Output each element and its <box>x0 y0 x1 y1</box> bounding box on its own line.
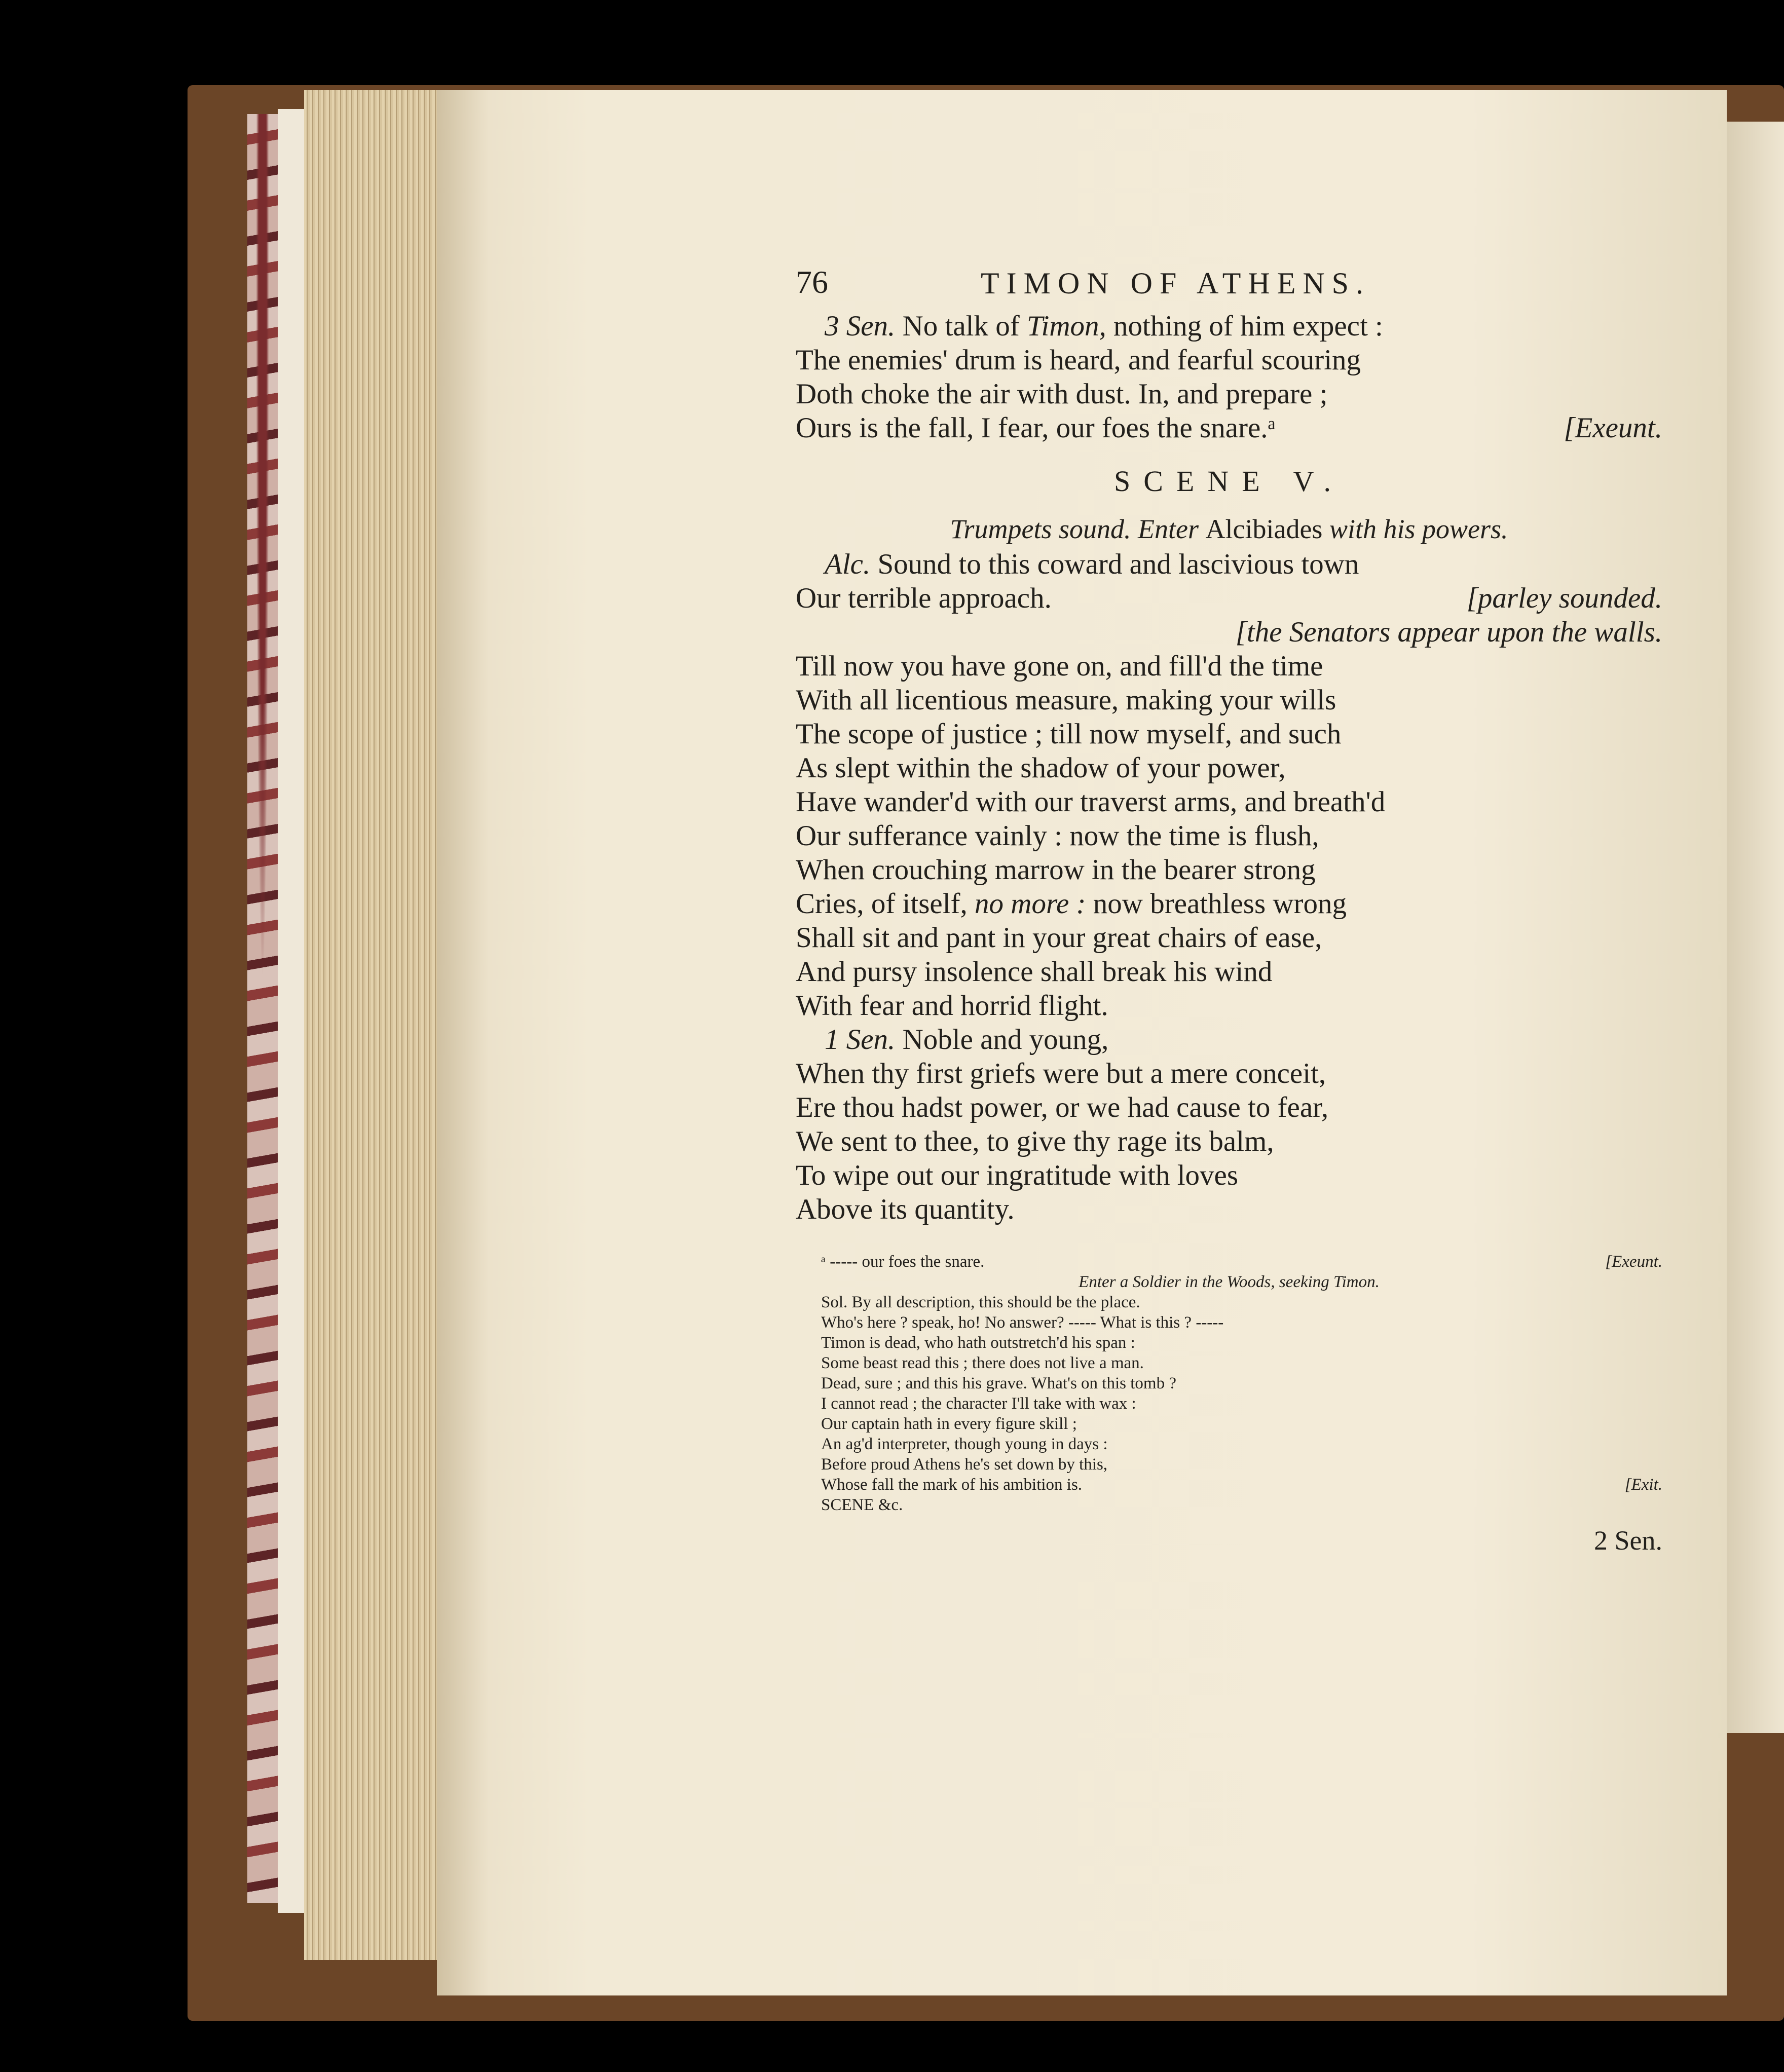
text-line <box>796 785 1662 819</box>
page-number: 76 <box>796 264 828 300</box>
page-edge-stack <box>304 90 441 1960</box>
line-text: Dead, sure ; and this his grave. What's on this tomb ? <box>821 1374 1176 1392</box>
text-line <box>796 547 1662 581</box>
scene-heading: SCENE V. <box>1113 465 1345 498</box>
text-line <box>796 1454 1662 1475</box>
text-line <box>796 309 1662 343</box>
text-line <box>796 1124 1662 1158</box>
text-line <box>796 1192 1662 1226</box>
text-line <box>796 955 1662 989</box>
line-text: Sound to this coward and lascivious town <box>870 548 1359 580</box>
line-text: An ag'd interpreter, though young in days : <box>821 1435 1108 1453</box>
line-text: With all licentious measure, making your wills <box>796 684 1336 716</box>
line-text-italic: Timon, <box>1026 310 1106 342</box>
line-text: Our terrible approach. <box>796 582 1052 614</box>
speaker-name: 3 Sen. <box>825 310 896 342</box>
line-text: The enemies' drum is heard, and fearful scouring <box>796 344 1361 376</box>
text-line <box>796 1023 1662 1057</box>
text-line <box>796 377 1662 411</box>
text-line <box>796 1158 1662 1192</box>
line-text: Till now you have gone on, and fill'd the time <box>796 650 1323 682</box>
text-line <box>796 1312 1662 1333</box>
line-text: now breathless wrong <box>1086 888 1347 920</box>
line-text: Whose fall the mark of his ambition is. <box>821 1476 1083 1494</box>
text-line <box>796 683 1662 717</box>
page-text <box>796 253 1662 1556</box>
line-text: Shall sit and pant in your great chairs of ease, <box>796 922 1322 954</box>
line-text: Who's here ? speak, ho! No answer? ----- What is this ? ----- <box>821 1313 1224 1332</box>
marbled-endpaper <box>247 114 278 1903</box>
running-title: TIMON OF ATHENS. <box>981 267 1371 300</box>
text-line <box>796 343 1662 377</box>
line-text: Sol. By all description, this should be the place. <box>821 1293 1140 1311</box>
stage-direction <box>796 511 1662 547</box>
stage-cue: [Exeunt. <box>1564 412 1662 444</box>
text-line <box>796 1393 1662 1414</box>
text-line <box>796 989 1662 1023</box>
verse-top <box>796 309 1662 445</box>
line-text: To wipe out our ingratitude with loves <box>796 1159 1239 1191</box>
stage-cue: [Exit. <box>1624 1476 1662 1494</box>
line-text: Our captain hath in every figure skill ; <box>821 1415 1077 1433</box>
line-text: nothing of him expect : <box>1106 310 1383 342</box>
text-line <box>796 1252 1662 1272</box>
stage-cue: [the Senators appear upon the walls. <box>1235 616 1662 648</box>
speaker-name: Alc. <box>825 548 871 580</box>
running-head <box>796 253 1662 309</box>
text-line <box>796 1373 1662 1393</box>
line-text: SCENE &c. <box>821 1496 903 1514</box>
text-line <box>796 1333 1662 1353</box>
line-text: As slept within the shadow of your power, <box>796 752 1286 784</box>
line-text: And pursy insolence shall break his wind <box>796 956 1273 988</box>
line-text: Above its quantity. <box>796 1193 1015 1225</box>
text-line <box>796 853 1662 887</box>
text-line <box>796 615 1662 649</box>
stage-direction-part: Trumpets sound. Enter <box>950 514 1206 544</box>
stage-direction-part: with his powers. <box>1322 514 1508 544</box>
verse-main <box>796 547 1662 1226</box>
text-line <box>796 1434 1662 1454</box>
text-line <box>796 581 1662 615</box>
line-text: I cannot read ; the character I'll take with wax : <box>821 1395 1136 1413</box>
line-text: When crouching marrow in the bearer strong <box>796 854 1316 886</box>
text-line <box>796 649 1662 683</box>
line-text: Our sufferance vainly : now the time is flush, <box>796 820 1319 852</box>
line-text: When thy first griefs were but a mere conceit, <box>796 1058 1326 1089</box>
line-text: Some beast read this ; there does not live a man. <box>821 1354 1144 1372</box>
text-line <box>796 1495 1662 1515</box>
line-text: Timon is dead, who hath outstretch'd his span : <box>821 1334 1135 1352</box>
stage-direction-name: Alcibiades <box>1205 514 1323 544</box>
line-text: Ere thou hadst power, or we had cause to fear, <box>796 1091 1329 1123</box>
line-text: Noble and young, <box>895 1024 1109 1056</box>
line-text-italic: no more : <box>975 888 1086 920</box>
line-text: Have wander'd with our traverst arms, and breath'd <box>796 786 1386 818</box>
text-line <box>796 1057 1662 1090</box>
footnote-stage-direction: Enter a Soldier in the Woods, seeking Timon. <box>1079 1273 1380 1291</box>
text-line <box>796 1353 1662 1373</box>
text-line <box>796 921 1662 955</box>
line-text: Cries, of itself, <box>796 888 975 920</box>
text-line <box>796 1090 1662 1124</box>
line-text: No talk of <box>895 310 1027 342</box>
line-text: Before proud Athens he's set down by this, <box>821 1455 1108 1474</box>
line-text: ᵃ ----- our foes the snare. <box>821 1253 985 1271</box>
text-line <box>796 411 1662 445</box>
facing-page-edge <box>1726 122 1784 1733</box>
text-line <box>796 1272 1662 1292</box>
line-text: We sent to thee, to give thy rage its balm, <box>796 1125 1274 1157</box>
text-line <box>796 1475 1662 1495</box>
speaker-name: 1 Sen. <box>825 1024 896 1056</box>
text-line <box>796 717 1662 751</box>
line-text: With fear and horrid flight. <box>796 990 1108 1022</box>
catchword: 2 Sen. <box>1594 1525 1662 1556</box>
text-line <box>796 887 1662 921</box>
line-text: The scope of justice ; till now myself, and such <box>796 718 1342 750</box>
text-line <box>796 819 1662 853</box>
stage-cue: [Exeunt. <box>1605 1253 1662 1271</box>
text-line <box>796 1414 1662 1434</box>
stage-cue: [parley sounded. <box>1466 582 1662 614</box>
line-text: Ours is the fall, I fear, our foes the snare.ᵃ <box>796 412 1276 444</box>
line-text: Doth choke the air with dust. In, and prepare ; <box>796 378 1328 410</box>
text-line <box>796 1292 1662 1312</box>
text-line <box>796 751 1662 785</box>
footnote <box>796 1252 1662 1515</box>
